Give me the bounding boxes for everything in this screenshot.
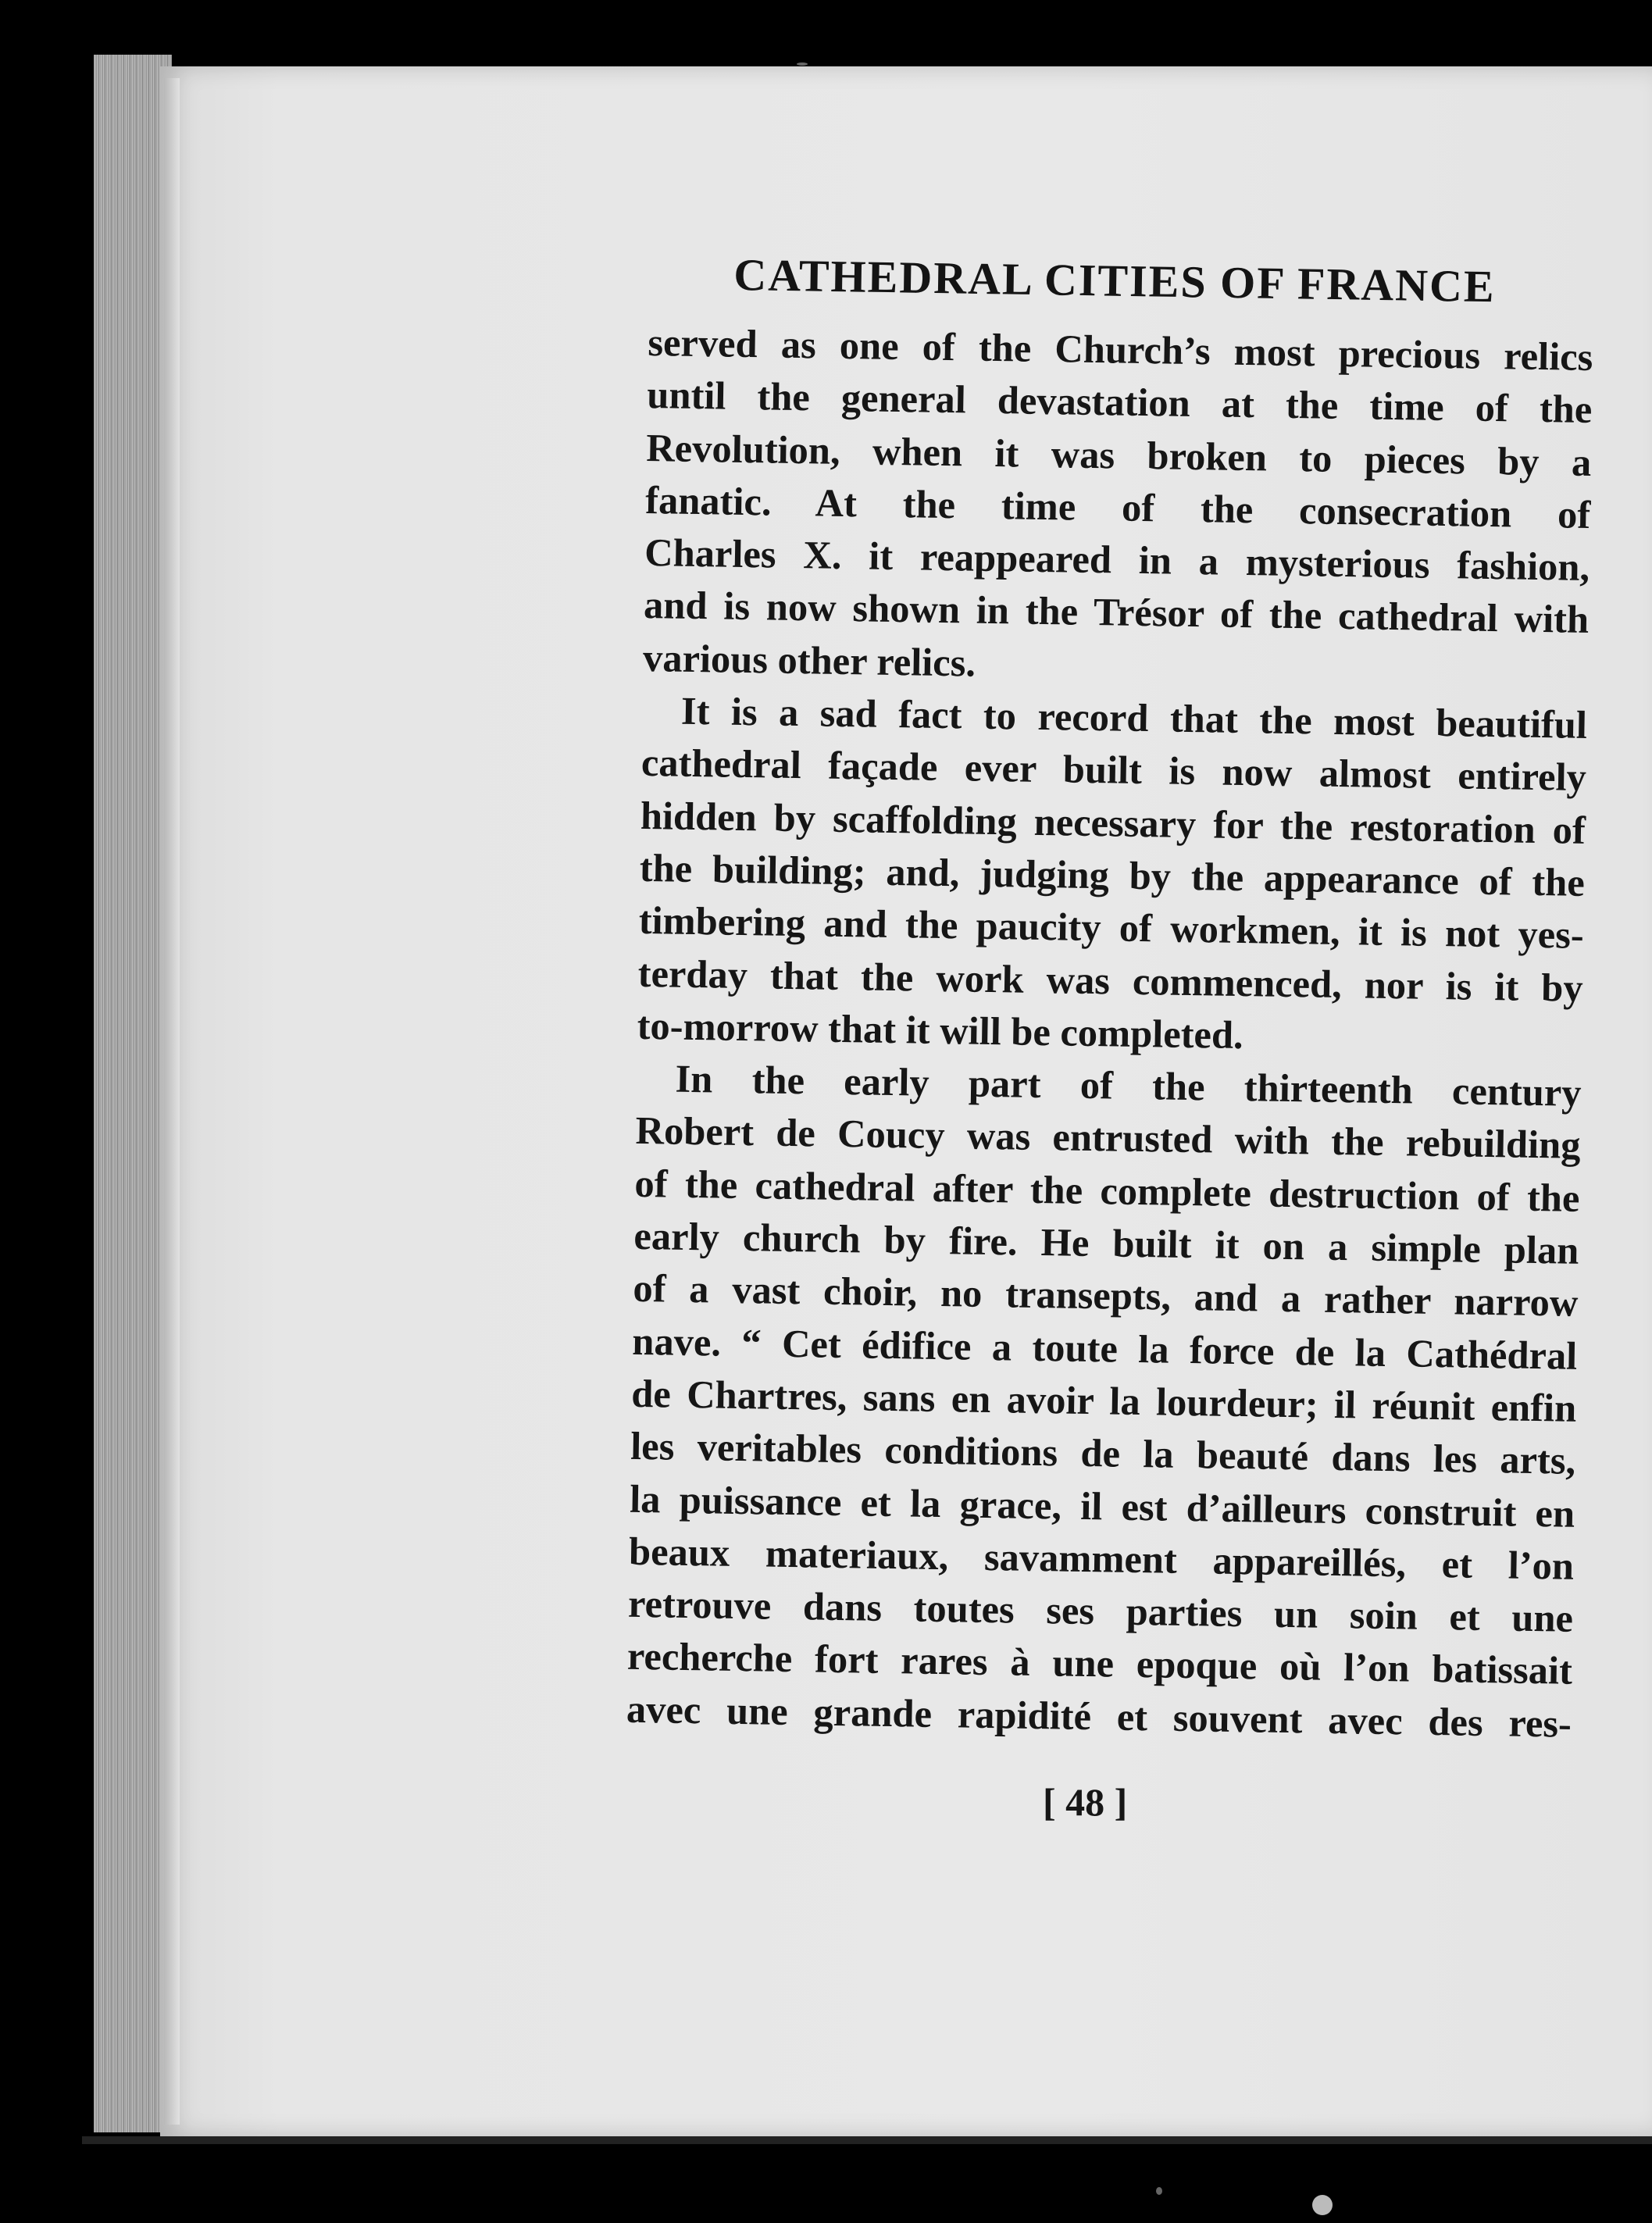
text-line: nave. “ Cet édifice a toute la force de la Cathédral (631, 1318, 1578, 1378)
text-line: various other relics. (642, 635, 976, 685)
text-line: It is a sad fact to record that the most beautiful (680, 688, 1588, 748)
text-line: the building; and, judging by the appearance of the (639, 845, 1586, 905)
text-line: cathedral façade ever built is now almost entirely (640, 740, 1587, 800)
text-line: of the cathedral after the complete destruction of the (634, 1161, 1580, 1220)
page-gutter (164, 78, 180, 2125)
text-line: la puissance et la grace, il est d’ailleurs construit en (629, 1476, 1575, 1536)
body-text (626, 316, 1593, 1750)
running-head: CATHEDRAL CITIES OF FRANCE (733, 248, 1497, 312)
page-number: [ 48 ] (1043, 1780, 1128, 1824)
text-line: de Chartres, sans en avoir la lourdeur; il réunit enfin (630, 1371, 1577, 1430)
text-line: served as one of the Church’s most precious relics (648, 319, 1593, 379)
text-line: In the early part of the thirteenth century (675, 1056, 1582, 1115)
text-line: of a vast choir, no transepts, and a rather narrow (633, 1266, 1579, 1326)
dust-speck (1156, 2187, 1162, 2195)
text-line: early church by fire. He built it on a simple plan (633, 1213, 1579, 1272)
text-line: fanatic. At the time of the consecration of (644, 477, 1591, 537)
text-line: terday that the work was commenced, nor is it by (637, 951, 1584, 1010)
text-line: and is now shown in the Trésor of the cathedral with (643, 583, 1590, 642)
text-line: hidden by scaffolding necessary for the restoration of (640, 793, 1586, 852)
text-line: to-morrow that it will be completed. (637, 1003, 1244, 1057)
text-line: les veritables conditions de la beauté dans les arts, (630, 1424, 1576, 1483)
dust-speck (1312, 2195, 1333, 2215)
bottom-edge (82, 2136, 1652, 2144)
text-line: Robert de Coucy was entrusted with the rebuilding (635, 1108, 1581, 1168)
text-line: recherche fort rares à une epoque où l’on batissait (626, 1634, 1573, 1693)
text-line: Revolution, when it was broken to pieces by a (645, 425, 1592, 484)
text-line: Charles X. it reappeared in a mysterious fashion, (644, 530, 1590, 590)
text-line: avec une grande rapidité et souvent avec des res- (626, 1686, 1572, 1746)
text-line: beaux materiaux, savamment appareillés, et l’on (628, 1529, 1575, 1588)
text-line: timbering and the paucity of workmen, it is not yes- (638, 898, 1585, 958)
dust-speck (797, 62, 808, 66)
text-line: until the general devastation at the time of the (646, 373, 1593, 432)
text-line: retrouve dans toutes ses parties un soin et une (627, 1581, 1574, 1640)
